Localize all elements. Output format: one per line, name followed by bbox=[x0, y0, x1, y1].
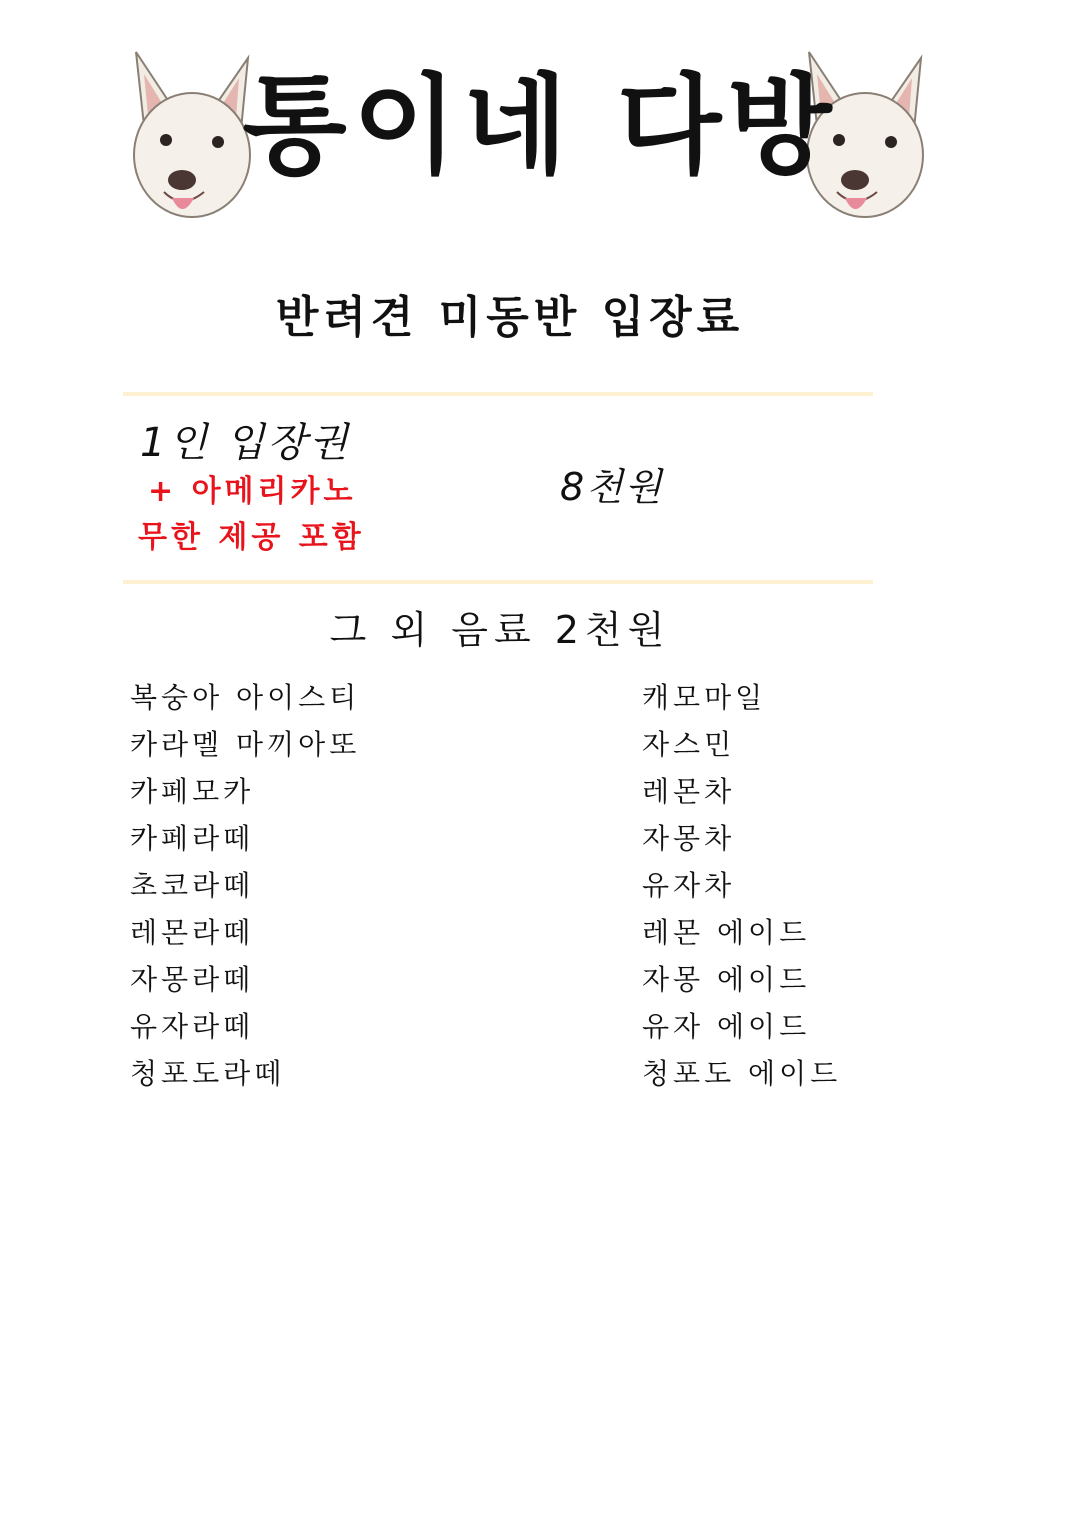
menu-item: 청포도라떼 bbox=[130, 1057, 286, 1090]
menu-item: 자몽차 bbox=[642, 822, 736, 855]
menu-item: 복숭아 아이스티 bbox=[130, 681, 361, 714]
menu-item: 레몬라떼 bbox=[130, 916, 255, 949]
menu-item: 초코라떼 bbox=[130, 869, 255, 902]
ticket-note-line2: 무한 제공 포함 bbox=[138, 520, 365, 555]
menu-item: 자몽라떼 bbox=[130, 963, 255, 996]
other-drinks-heading: 그 외 음료 2천원 bbox=[329, 608, 671, 652]
menu-item: 자몽 에이드 bbox=[642, 963, 811, 996]
page-title: 통이네 다방 bbox=[242, 64, 838, 189]
ticket-price: 8천원 bbox=[560, 465, 664, 509]
menu-item: 카페라떼 bbox=[130, 822, 255, 855]
menu-item: 카라멜 마끼아또 bbox=[130, 728, 361, 761]
menu-item: 유자 에이드 bbox=[642, 1010, 811, 1043]
section-subtitle: 반려견 미동반 입장료 bbox=[275, 292, 745, 343]
menu-item: 자스민 bbox=[642, 728, 736, 761]
ticket-note-line1: + 아메리카노 bbox=[148, 474, 357, 509]
menu-list-right bbox=[642, 676, 841, 1099]
menu-item: 유자차 bbox=[642, 869, 736, 902]
menu-item: 청포도 에이드 bbox=[642, 1057, 842, 1090]
divider-top bbox=[123, 392, 873, 396]
divider-bottom bbox=[123, 580, 873, 584]
menu-item: 유자라떼 bbox=[130, 1010, 255, 1043]
menu-item: 레몬 에이드 bbox=[642, 916, 811, 949]
menu-item: 카페모카 bbox=[130, 775, 255, 808]
menu-list-left bbox=[130, 676, 360, 1099]
ticket-name: 1인 입장권 bbox=[140, 420, 351, 466]
menu-item: 레몬차 bbox=[642, 775, 736, 808]
menu-item: 캐모마일 bbox=[642, 681, 767, 714]
